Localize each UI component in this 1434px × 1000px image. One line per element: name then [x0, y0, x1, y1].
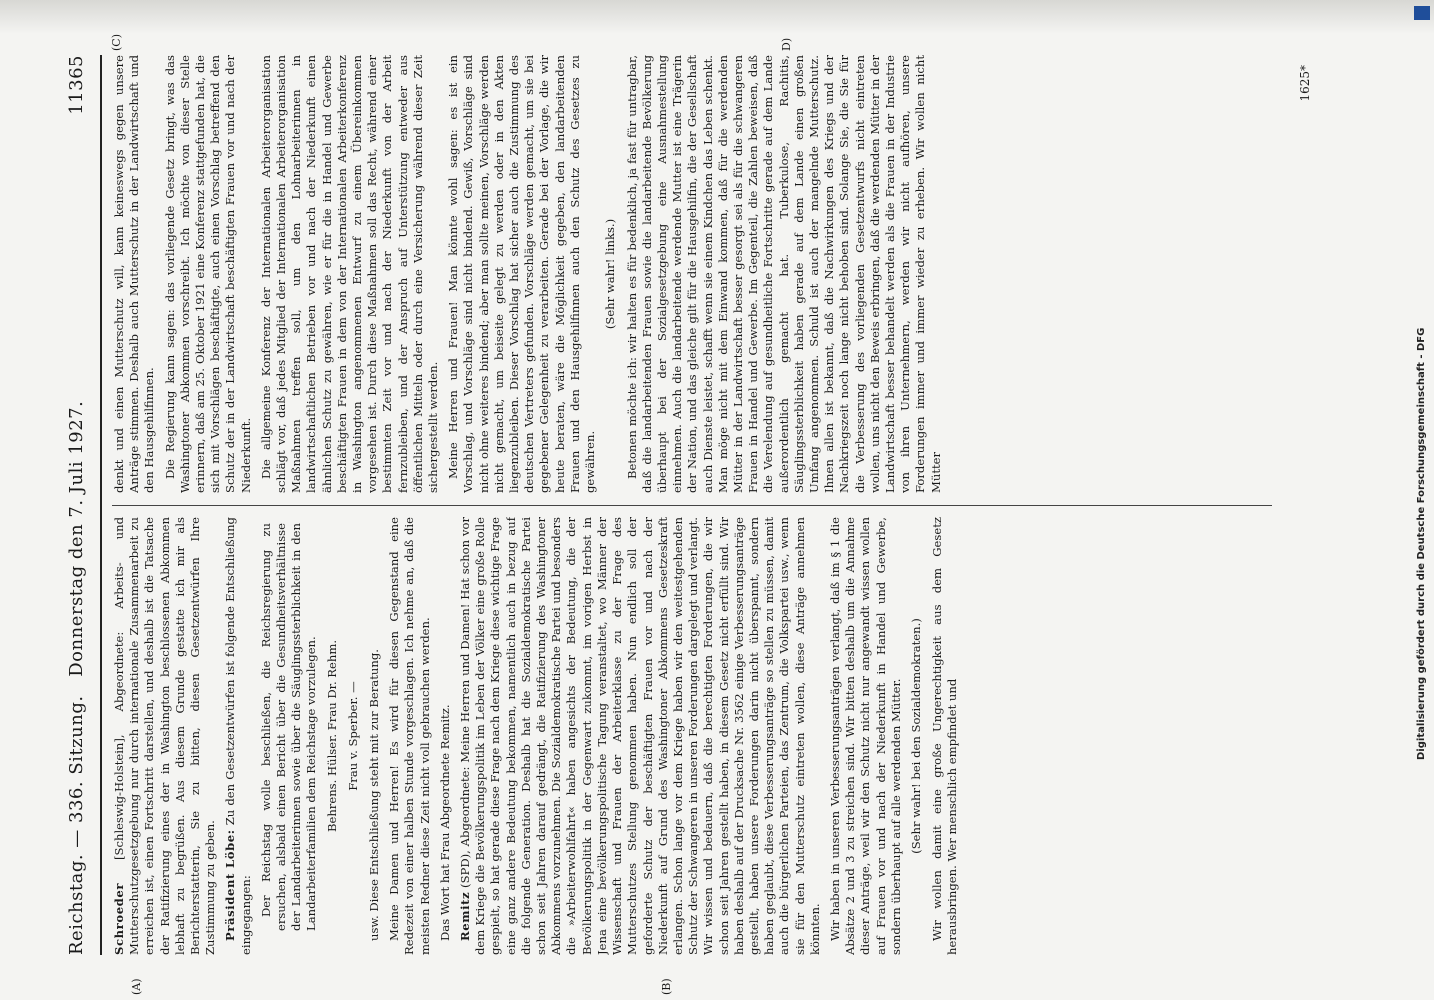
interjection: (Sehr wahr! bei den Sozialdemokraten.) [908, 618, 923, 854]
speaker-name: Präsident Löbe: [223, 829, 238, 941]
page-number: 11365 [66, 55, 87, 115]
header-date: Donnerstag den 7. Juli 1927. [66, 400, 87, 677]
page-header [60, 55, 102, 955]
speaker-name: Remitz [458, 891, 473, 941]
paragraph-schroeder [112, 517, 218, 955]
paragraph-text: Arbeits- und Mutterschutzgesetzgebung nur durch internationale Zusammenarbeit zu erreichen ist, einen Fortschritt darstellen, und deshalb ist die Tatsache der Ratifizierung eines der in Washington beschlossenen Abkommen lebhaft zu begrüßen. Aus diesem Grunde gestatte ich mir als Berichterstatterin, Sie zu bitten, diesen Gesetzentwürfen Ihre Zustimmung zu geben. [112, 517, 218, 955]
margin-mark-b: (B) [660, 978, 673, 995]
resolution-signers: Behrens. Hülser. Frau Dr. Rehm. [324, 639, 339, 833]
resolution-text: Der Reichstag wolle beschließen, die Reichsregierung zu ersuchen, alsbald einen Bericht über die Gesundheitsverhältnisse der Landarbeiterinnen sowie über die Säuglingssterblichkeit in den Landarbeiterfamilien dem Reichstage vorzulegen. [258, 523, 319, 931]
dfg-logo-icon [1414, 6, 1430, 20]
scan-edge-shadow [0, 0, 1434, 34]
resolution-signers-2: Frau v. Sperber. — [345, 681, 360, 791]
margin-mark-a: (A) [130, 978, 143, 995]
header-left-text: Reichstag. — 336. Sitzung. [66, 695, 87, 955]
paragraph-praesident [223, 517, 253, 955]
right-column [112, 55, 1292, 493]
paragraph-text: Betonen möchte ich: wir halten es für bedenklich, ja fast für untragbar, daß die landarbeitenden Frauen sowie die landarbeitende Bevölkerung überhaupt bei der Sozialgesetzgebung eine Ausnahmestellung einnehmen. Auch die landarbeitende werdende Mutter ist eine Trägerin der Nation, und das gleiche gilt für die Hausgehilfin, die der Gesellschaft auch Dienste leistet, schafft wenn sie einem Kindchen das Leben schenkt. Man möge nicht mit dem Einwand kommen, daß für die werdenden Mütter in der Landwirtschaft besser gesorgt sei als für die schwangeren Frauen in Handel und Gewerbe. Im Gegenteil, die Zahlen beweisen, daß die Verelendung auf gesundheitliche Fortschritte gerade auf dem Lande außerordentlich gemacht hat. Tuberkulose, Rachitis, Säuglingssterblichkeit haben gerade auf dem Lande einen großen Umfang angenommen. Schuld ist auch der mangelnde Mutterschutz. Ihnen allen ist bekannt, daß die Nachwirkungen des Kriegs und der Nachkriegszeit noch lange nicht behoben sind. Solange Sie, die Sie für die Verbesserung des vorliegenden Gesetzentwurfs nicht eintreten wollen, uns nicht den Beweis erbringen, daß die werdenden Mütter in der Landwirtschaft besser behandelt werden als die Frauen in der Industrie von ihren Unternehmern, werden wir nicht aufhören, unsere Forderungen immer und immer wieder zu erheben. Wir wollen nicht Mütter [624, 55, 943, 493]
paragraph-text: Die Regierung kann sagen: das vorliegende Gesetz bringt, was das Washingtoner Abkommen vorschreibt. Ich möchte von dieser Stelle erinnern, daß am 25. Oktober 1921 eine Konferenz stattgefunden hat, die sich mit Vorschlägen beschäftigte, auch einen Vorschlag betreffend den Schutz der in der Landwirtschaft beschäftigten Frauen vor und nach der Niederkunft. [162, 55, 253, 493]
rotated-page [60, 34, 1320, 995]
paragraph-text: Meine Damen und Herren! Es wird für diesen Gegenstand eine Redezeit von einer halben Stunde vorgeschlagen. Ich nehme an, daß die meisten Redner diese Zeit nicht voll gebrauchen werden. [387, 517, 432, 955]
paragraph-text: Wir haben in unseren Verbesserungsanträgen verlangt, daß im § 1 die Absätze 2 und 3 zu streichen sind. Wir bitten deshalb um die Annahme dieser Anträge, weil wir den Schutz nicht nur angewandt wissen wollen auf Frauen vor und nach der Niederkunft in Handel und Gewerbe, sondern überhaupt auf alle werdenden Mütter. [827, 517, 903, 955]
speaker-party: [Schleswig-Holstein], Abgeordnete: [112, 631, 126, 860]
speaker-name: Schroeder [112, 882, 126, 955]
margin-mark-c: (C) [110, 34, 123, 51]
interjection: (Sehr wahr! links.) [603, 218, 618, 330]
paragraph-text: Wir wollen damit eine große Ungerechtigkeit aus dem Gesetz herausbringen. Wer menschlich empfindet und [930, 517, 960, 955]
speaker-party: (SPD), Abgeordnete: [458, 766, 473, 888]
quoted-proposal: Die allgemeine Konferenz der Internationalen Arbeiterorganisation schlägt vor, daß jedes Mitglied der Internationalen Arbeiterorganisation Maßnahmen treffen soll, um den Lohnarbeiterinnen in landwirtschaftlichen Betrieben vor und nach der Niederkunft einen ähnlichen Schutz zu gewähren, wie er für die in Handel und Gewerbe beschäftigten Frauen in dem von der Internationalen Arbeiterkonferenz in Washington angenommenen Entwurf zu einem Übereinkommen vorgesehen ist. Durch diese Maßnahmen soll das Recht, während einer bestimmten Zeit vor und nach der Niederkunft von der Arbeit fernzubleiben, und der Anspruch auf Unterstützung entweder aus öffentlichen Mitteln oder durch eine Versicherung während dieser Zeit sichergestellt werden. [258, 55, 441, 493]
paragraph-text: denkt und einen Mutterschutz will, kann keineswegs gegen unsere Anträge stimmen. Deshalb auch Mutterschutz in der Landwirtschaft und den Hausgehilfinnen. [112, 55, 157, 493]
column-divider [112, 505, 1272, 506]
margin-mark-d: D) [780, 37, 793, 51]
paragraph-remitz [458, 517, 823, 955]
header-session [66, 401, 87, 955]
sheet-signature: 1625* [1298, 65, 1312, 102]
left-column [112, 517, 1292, 955]
paragraph-text: Meine Herren und Frauen! Man könnte wohl sagen: es ist ein Vorschlag, und Vorschläge sind nicht bindend. Gewiß, Vorschläge sind nicht ohne weiteres bindend; aber man sollte meinen, Vorschläge werden nicht gemacht, um beiseite gelegt zu werden oder in den Akten liegenzubleiben. Dieser Vorschlag hat sicher auch die Zustimmung des deutschen Vertreters gefunden. Vorschläge werden gemacht, um sie bei gegebener Gelegenheit zu verarbeiten. Gerade bei der Vorlage, die wir heute beraten, wäre die Möglichkeit gegeben, den landarbeitenden Frauen und den Hausgehilfinnen auch den Schutz des Gesetzes zu gewähren. [446, 55, 598, 493]
paragraph-text: Zu den Gesetzentwürfen ist folgende Entschließung eingegangen: [223, 517, 253, 955]
dfg-watermark: Digitalisierung gefördert durch die Deutsche Forschungsgemeinschaft - DFG [1416, 327, 1427, 760]
paragraph-text: usw. Diese Entschließung steht mit zur Beratung. [367, 649, 382, 941]
paragraph-text: Das Wort hat Frau Abgeordnete Remitz. [437, 704, 452, 941]
paragraph-text: Meine Herren und Damen! Hat schon vor dem Kriege die Bevölkerungspolitik im Leben der Völker eine große Rolle gespielt, so hat gerade diese Frage nach dem Kriege diese wichtige Frage eine ganz andere Bedeutung bekommen, namentlich auch in bezug auf die folgende Generation. Deshalb hat die Sozialdemokratische Partei schon seit Jahren darauf gedrängt, die Ratifizierung des Washingtoner Abkommens vorzunehmen. Die Sozialdemokratische Partei und besonders die »Arbeiterwohlfahrt« haben angesichts der Bedeutung, die der Bevölkerungspolitik in der Gegenwart zukommt, im vorigen Herbst in Jena eine bevölkerungspolitische Tagung veranstaltet, wo Männer der Wissenschaft und Frauen der Arbeiterklasse zu der Frage des Mutterschutzes Stellung genommen haben. Nun endlich soll der geforderte Schutz der beschäftigten Frauen vor und nach der Niederkunft auf Grund des Washingtoner Abkommens Gesetzeskraft erlangen. Schon lange vor dem Kriege haben wir den weitestgehenden Schutz der Schwangeren in unseren Forderungen dargelegt und verlangt. Wir wissen und bedauern, daß die berechtigten Forderungen, die wir schon seit Jahren gestellt haben, in diesem Gesetz nicht erfüllt sind. Wir haben deshalb auf der Drucksache Nr. 3562 einige Verbesserungsanträge gestellt, haben unsere Forderungen darin nicht überspannt, sondern haben geglaubt, diese Verbesserungsanträge so stellen zu müssen, damit auch die bürgerlichen Parteien, das Zentrum, die Volkspartei usw., wenn sie für den Mutterschutz eintreten wollen, diese Anträge annehmen könnten. [458, 517, 822, 955]
